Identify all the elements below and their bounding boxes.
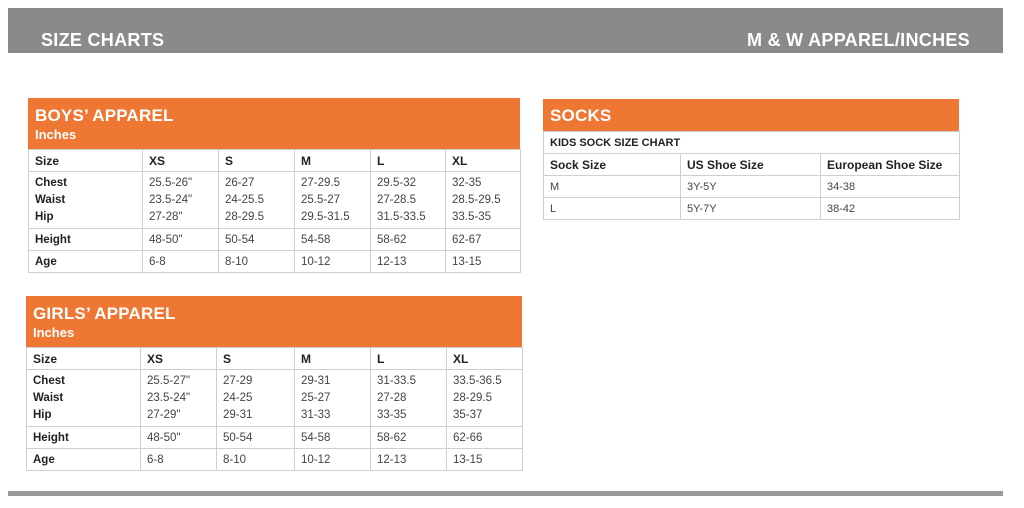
age-label: Age	[29, 251, 143, 273]
column-header: S	[219, 150, 295, 172]
height-label: Height	[27, 427, 141, 449]
column-header: Sock Size	[544, 154, 681, 176]
chest-value: 25.5-27"	[147, 374, 191, 387]
boys-title: BOYS’ APPAREL	[35, 106, 174, 125]
table-cell: 13-15	[446, 251, 521, 273]
table-cell: 3Y-5Y	[681, 176, 821, 198]
hip-value: 27-29"	[147, 408, 181, 421]
socks-size-table	[543, 131, 960, 220]
top-banner	[8, 8, 1003, 53]
column-header: M	[295, 348, 371, 370]
column-header: XS	[143, 150, 219, 172]
table-cell: L	[544, 198, 681, 220]
table-row	[29, 229, 521, 251]
girls-size-table	[26, 347, 523, 471]
table-header-row	[29, 150, 521, 172]
measure-labels	[29, 172, 143, 229]
hip-value: 35-37	[453, 408, 483, 421]
table-cell: 54-58	[295, 427, 371, 449]
column-header: XS	[141, 348, 217, 370]
boys-header	[28, 98, 520, 149]
chest-value: 27-29.5	[301, 176, 341, 189]
table-cell: M	[544, 176, 681, 198]
waist-label: Waist	[35, 193, 66, 206]
table-cell	[219, 172, 295, 229]
waist-value: 25-27	[301, 391, 331, 404]
column-header: European Shoe Size	[821, 154, 960, 176]
table-cell: 50-54	[219, 229, 295, 251]
table-cell: 50-54	[217, 427, 295, 449]
column-header: M	[295, 150, 371, 172]
hip-value: 31.5-33.5	[377, 210, 426, 223]
chest-value: 29-31	[301, 374, 331, 387]
table-cell	[447, 370, 523, 427]
waist-label: Waist	[33, 391, 64, 404]
hip-value: 27-28"	[149, 210, 183, 223]
table-cell: 58-62	[371, 229, 446, 251]
hip-label: Hip	[33, 408, 52, 421]
chest-label: Chest	[35, 176, 67, 189]
table-cell: 13-15	[447, 449, 523, 471]
table-row	[27, 449, 523, 471]
age-label: Age	[27, 449, 141, 471]
table-cell	[446, 172, 521, 229]
table-cell: 48-50"	[143, 229, 219, 251]
table-cell: 62-67	[446, 229, 521, 251]
table-cell	[143, 172, 219, 229]
hip-value: 29.5-31.5	[301, 210, 350, 223]
waist-value: 27-28.5	[377, 193, 417, 206]
chest-value: 31-33.5	[377, 374, 417, 387]
waist-value: 28-29.5	[453, 391, 493, 404]
table-cell: 12-13	[371, 449, 447, 471]
socks-header	[543, 99, 959, 131]
socks-caption: KIDS SOCK SIZE CHART	[544, 132, 960, 154]
table-cell: 6-8	[143, 251, 219, 273]
table-cell: 6-8	[141, 449, 217, 471]
column-header: XL	[446, 150, 521, 172]
column-header: L	[371, 348, 447, 370]
girls-unit: Inches	[33, 325, 75, 340]
column-header: XL	[447, 348, 523, 370]
waist-value: 23.5-24"	[147, 391, 191, 404]
chest-value: 29.5-32	[377, 176, 417, 189]
hip-value: 28-29.5	[225, 210, 265, 223]
waist-value: 23.5-24"	[149, 193, 193, 206]
boys-size-table	[28, 149, 521, 273]
table-cell	[295, 172, 371, 229]
column-header: US Shoe Size	[681, 154, 821, 176]
chest-value: 27-29	[223, 374, 253, 387]
hip-value: 33-35	[377, 408, 407, 421]
girls-header	[26, 296, 522, 347]
column-header: Size	[27, 348, 141, 370]
table-cell: 12-13	[371, 251, 446, 273]
boys-unit: Inches	[35, 127, 77, 142]
table-row	[29, 172, 521, 229]
table-cell: 62-66	[447, 427, 523, 449]
table-header-row	[27, 348, 523, 370]
girls-apparel-chart	[26, 296, 522, 471]
waist-value: 25.5-27	[301, 193, 341, 206]
table-cell: 8-10	[217, 449, 295, 471]
column-header: Size	[29, 150, 143, 172]
waist-value: 28.5-29.5	[452, 193, 501, 206]
table-row	[27, 370, 523, 427]
socks-chart	[543, 99, 959, 220]
table-cell: 8-10	[219, 251, 295, 273]
table-cell	[371, 370, 447, 427]
page-title: SIZE CHARTS	[41, 30, 165, 50]
hip-value: 29-31	[223, 408, 253, 421]
table-row	[29, 251, 521, 273]
table-caption-row	[544, 132, 960, 154]
table-cell: 58-62	[371, 427, 447, 449]
table-cell: 38-42	[821, 198, 960, 220]
waist-value: 24-25	[223, 391, 253, 404]
table-row	[544, 176, 960, 198]
table-cell: 10-12	[295, 251, 371, 273]
table-cell	[217, 370, 295, 427]
socks-title: SOCKS	[550, 106, 612, 125]
girls-title: GIRLS’ APPAREL	[33, 304, 176, 323]
waist-value: 27-28	[377, 391, 407, 404]
hip-value: 31-33	[301, 408, 331, 421]
table-cell	[295, 370, 371, 427]
chest-value: 26-27	[225, 176, 255, 189]
chest-value: 33.5-36.5	[453, 374, 502, 387]
page-subtitle: M & W APPAREL/INCHES	[746, 30, 970, 50]
chest-value: 25.5-26"	[149, 176, 193, 189]
chest-value: 32-35	[452, 176, 482, 189]
table-cell: 48-50"	[141, 427, 217, 449]
table-cell: 34-38	[821, 176, 960, 198]
chest-label: Chest	[33, 374, 65, 387]
table-row	[544, 198, 960, 220]
height-label: Height	[29, 229, 143, 251]
hip-label: Hip	[35, 210, 54, 223]
column-header: S	[217, 348, 295, 370]
table-row	[27, 427, 523, 449]
waist-value: 24-25.5	[225, 193, 265, 206]
table-cell: 54-58	[295, 229, 371, 251]
column-header: L	[371, 150, 446, 172]
table-header-row	[544, 154, 960, 176]
table-cell: 10-12	[295, 449, 371, 471]
boys-apparel-chart	[28, 98, 520, 273]
bottom-divider	[8, 491, 1003, 496]
table-cell	[371, 172, 446, 229]
table-cell: 5Y-7Y	[681, 198, 821, 220]
hip-value: 33.5-35	[452, 210, 492, 223]
table-cell	[141, 370, 217, 427]
measure-labels	[27, 370, 141, 427]
